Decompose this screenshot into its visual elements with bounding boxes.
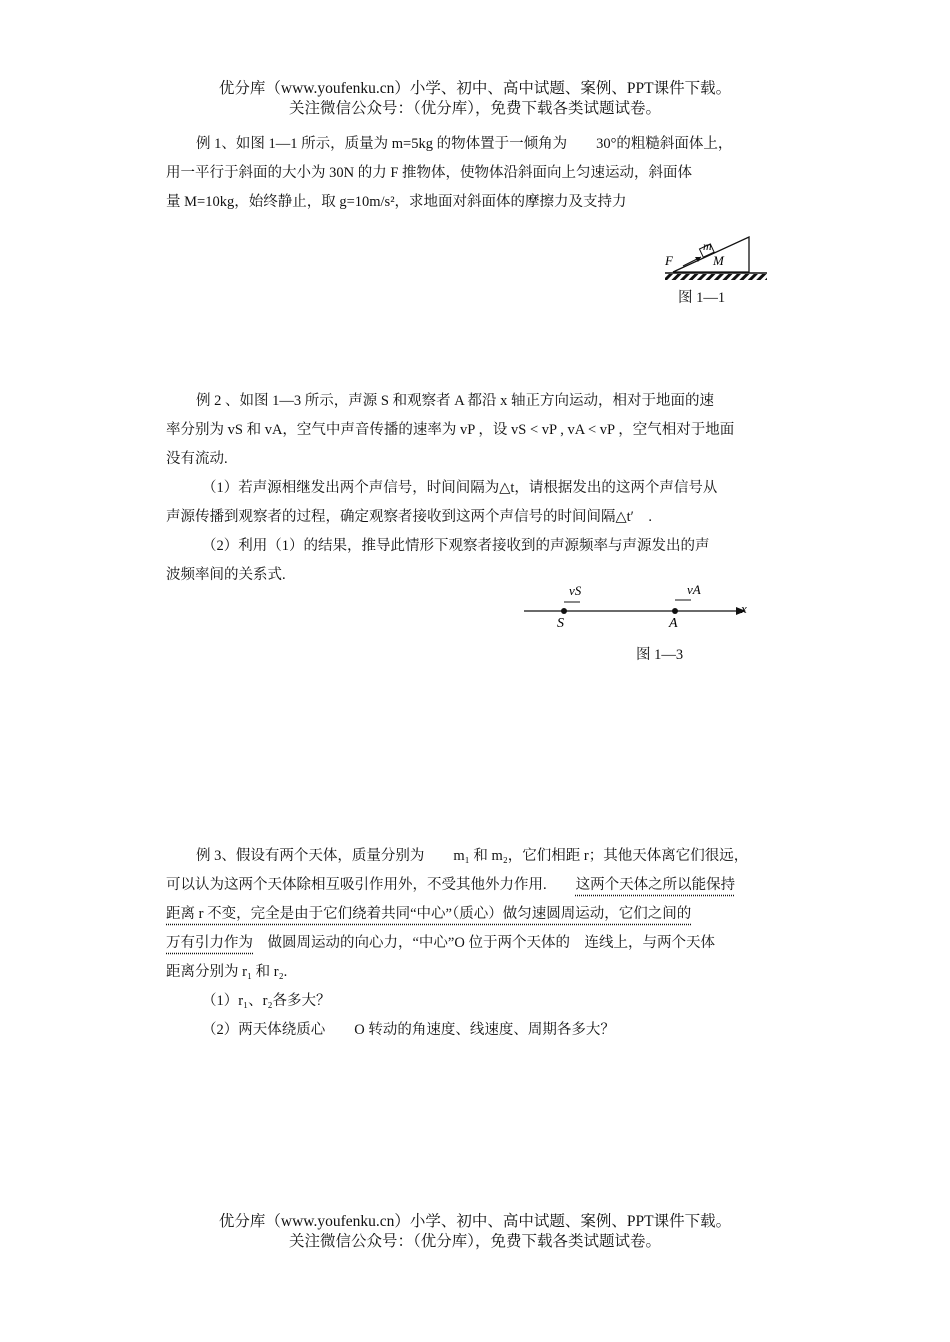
example-3-line-2b: 这两个天体之所以能保持	[575, 877, 736, 893]
point-A	[672, 608, 678, 614]
example-1-text	[166, 130, 788, 217]
figure-1-3-axis	[520, 580, 760, 635]
example-3-line-5: 距离分别为 r₁ 和 r₂.	[166, 964, 288, 980]
example-3-line-3: 距离 r 不变，完全是由于它们绕着共同“中心”（质心）做匀速圆周运动，它们之间的	[166, 906, 692, 922]
label-A: A	[669, 616, 678, 631]
header-line-1: 优分库（www.youfenku.cn）小学、初中、高中试题、案例、PPT课件下载。	[218, 80, 732, 97]
label-F: F	[665, 253, 673, 268]
example-3-line-4	[166, 929, 788, 958]
example-3-q2: （2）两天体绕质心 O 转动的角速度、线速度、周期各多大？	[202, 1022, 615, 1038]
example-2-q2-line-1: （2）利用（1）的结果，推导此情形下观察者接收到的声源频率与声源发出的声	[202, 538, 710, 554]
example-2-q1-line-2: 声源传播到观察者的过程，确定观察者接收到这两个声信号的时间间隔△t′ .	[166, 509, 652, 525]
figure-1-1-caption: 图 1—1	[678, 290, 726, 306]
label-M: M	[713, 253, 724, 268]
label-x: x	[741, 601, 747, 616]
example-1-line-3: 量 M=10kg，始终静止，取 g=10m/s²，求地面对斜面体的摩擦力及支持力	[166, 194, 627, 210]
example-3-line-2a: 可以认为这两个天体除相互吸引作用外，不受其他外力作用.	[166, 877, 576, 893]
footer-line-2: 关注微信公众号：（优分库），免费下载各类试题试卷。	[288, 1233, 661, 1250]
example-2-line-3: 没有流动.	[166, 451, 228, 467]
example-2-line-1: 例 2 、如图 1—3 所示，声源 S 和观察者 A 都沿 x 轴正方向运动，相对于地面的速	[196, 393, 714, 409]
figure-1-1-incline	[645, 230, 775, 290]
footer-line-1: 优分库（www.youfenku.cn）小学、初中、高中试题、案例、PPT课件下载。	[218, 1213, 732, 1230]
example-3-line-1: 例 3、假设有两个天体，质量分别为 m₁ 和 m₂，它们相距 r；其他天体离它们很远，	[196, 848, 749, 864]
header-line-2: 关注微信公众号：（优分库），免费下载各类试题试卷。	[288, 100, 661, 117]
figure-1-3-caption: 图 1—3	[636, 647, 684, 663]
example-3-q1: （1）r₁、r₂各多大？	[202, 993, 331, 1009]
example-1-line-2: 用一平行于斜面的大小为 30N 的力 F 推物体，使物体沿斜面向上匀速运动，斜面体	[166, 165, 693, 181]
page-footer	[0, 1212, 950, 1252]
point-S	[561, 608, 567, 614]
label-S: S	[557, 616, 564, 631]
example-3-text	[166, 842, 788, 1045]
page-header	[0, 79, 950, 119]
example-3-line-4b: 做圆周运动的向心力，“中心”O 位于两个天体的	[267, 935, 570, 951]
example-3-line-4a: 万有引力作为	[166, 935, 253, 951]
label-vS: vS	[569, 583, 582, 598]
label-vA: vA	[687, 582, 701, 597]
example-3-line-2	[166, 871, 788, 900]
example-2-q1-line-1: （1）若声源相继发出两个声信号，时间间隔为△t，请根据发出的这两个声信号从	[202, 480, 718, 496]
label-m: m	[703, 239, 712, 253]
example-1-line-1: 例 1、如图 1—1 所示，质量为 m=5kg 的物体置于一倾角为 30°的粗糙斜面体上，	[196, 136, 733, 152]
ground-hatch	[665, 274, 767, 280]
example-2-line-2: 率分别为 vS 和 vA，空气中声音传播的速率为 vP ，设 vS < vP , vA < vP ，空气相对于地面	[166, 422, 735, 438]
example-2-text	[166, 387, 788, 590]
example-3-line-4c: 连线上，与两个天体	[584, 935, 715, 951]
example-2-q2-line-2: 波频率间的关系式.	[166, 567, 286, 583]
